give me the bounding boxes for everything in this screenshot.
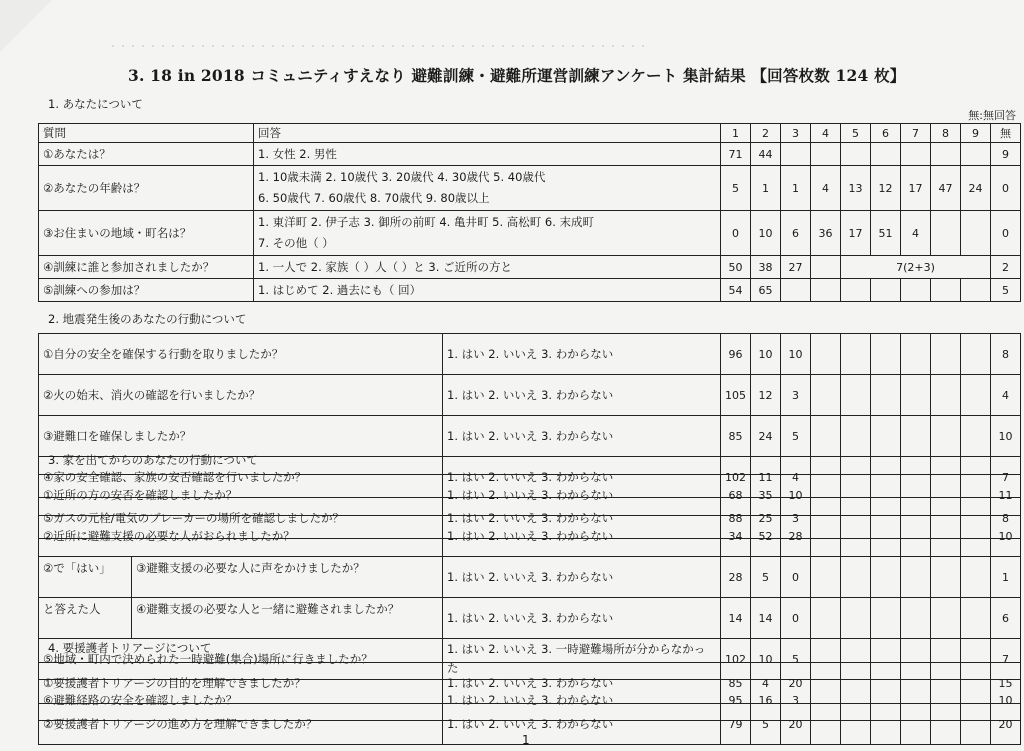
value-cell: 47 xyxy=(931,166,961,211)
value-cell: 7(2+3) xyxy=(841,256,991,279)
value-cell: 10 xyxy=(991,416,1021,457)
question-cell: ④家の安全確認、家族の安否確認を行いましたか？ xyxy=(39,457,443,498)
page-number: 1 xyxy=(522,733,530,747)
question-cell: ③避難口を確保しましたか？ xyxy=(39,416,443,457)
answer-cell: 1. はい 2. いいえ 3. わからない xyxy=(443,663,721,704)
value-cell: 10 xyxy=(751,211,781,256)
value-cell: 36 xyxy=(811,211,841,256)
header-col-3: 3 xyxy=(781,124,811,143)
value-cell: 4 xyxy=(901,211,931,256)
answer-cell xyxy=(254,166,721,211)
table-row xyxy=(39,211,1021,256)
answer-cell: 1. はい 2. いいえ 3. わからない xyxy=(443,334,721,375)
answer-line: 1. 10歳未満 2. 10歳代 3. 20歳代 4. 30歳代 5. 40歳代 xyxy=(258,170,546,184)
value-cell: 25 xyxy=(751,498,781,539)
value-cell xyxy=(841,598,871,639)
header-col-5: 5 xyxy=(841,124,871,143)
question-cell: ②要援護者トリアージの進め方を理解できましたか？ xyxy=(39,704,443,745)
answer-cell: 1. はい 2. いいえ 3. わからない xyxy=(443,475,721,516)
value-cell xyxy=(901,416,931,457)
value-cell xyxy=(931,375,961,416)
value-cell xyxy=(811,516,841,557)
value-cell xyxy=(811,475,841,516)
question-cell: ②あなたの年齢は？ xyxy=(39,166,254,211)
value-cell xyxy=(811,416,841,457)
value-cell: 11 xyxy=(751,457,781,498)
value-cell xyxy=(961,663,991,704)
section1-body xyxy=(39,124,1021,302)
value-cell: 14 xyxy=(751,598,781,639)
value-cell xyxy=(781,279,811,302)
value-cell: 0 xyxy=(781,557,811,598)
value-cell: 20 xyxy=(781,704,811,745)
value-cell xyxy=(841,143,871,166)
value-cell: 3 xyxy=(781,680,811,721)
value-cell xyxy=(931,557,961,598)
value-cell: 28 xyxy=(721,557,751,598)
value-cell xyxy=(841,663,871,704)
value-cell: 4 xyxy=(811,166,841,211)
value-cell: 8 xyxy=(991,334,1021,375)
value-cell: 52 xyxy=(751,516,781,557)
answer-cell: 1. はい 2. いいえ 3. わからない xyxy=(443,704,721,745)
value-cell: 79 xyxy=(721,704,751,745)
value-cell: 1 xyxy=(781,166,811,211)
header-col-1: 1 xyxy=(721,124,751,143)
value-cell: 5 xyxy=(991,279,1021,302)
value-cell xyxy=(931,516,961,557)
header-question: 質問 xyxy=(39,124,254,143)
value-cell xyxy=(871,279,901,302)
answer-cell: 1. はい 2. いいえ 3. 一時避難場所が分からなかった xyxy=(443,639,721,680)
value-cell xyxy=(961,143,991,166)
header-col-9: 9 xyxy=(961,124,991,143)
value-cell: 88 xyxy=(721,498,751,539)
value-cell: 10 xyxy=(991,680,1021,721)
answer-cell: 1. はい 2. いいえ 3. わからない xyxy=(443,457,721,498)
value-cell xyxy=(901,375,931,416)
value-cell xyxy=(811,143,841,166)
table-row xyxy=(39,375,1021,416)
value-cell: 85 xyxy=(721,416,751,457)
answer-cell: 1. はい 2. いいえ 3. わからない xyxy=(443,498,721,539)
value-cell: 7 xyxy=(991,457,1021,498)
answer-cell: 1. はい 2. いいえ 3. わからない xyxy=(443,680,721,721)
section4-heading: 4. 要援護者トリアージについて xyxy=(48,641,212,655)
value-cell: 5 xyxy=(781,639,811,680)
value-cell: 95 xyxy=(721,680,751,721)
header-answer: 回答 xyxy=(254,124,721,143)
question-text: ④避難支援の必要な人と一緒に避難されましたか？ xyxy=(136,602,400,616)
section1-heading: 1. あなたについて xyxy=(48,97,143,111)
header-col-4: 4 xyxy=(811,124,841,143)
page-title: 3. 18 in 2018 コミュニティすえなり 避難訓練・避難所運営訓練アンケート 集計結果 【回答枚数 124 枚】 xyxy=(128,66,906,85)
question-text: ③避難支援の必要な人に声をかけましたか？ xyxy=(136,561,365,575)
value-cell: 102 xyxy=(721,457,751,498)
table-row xyxy=(39,166,1021,211)
question-cell: ⑤地域・町内で決められた一時避難(集合)場所に行きましたか？ xyxy=(39,639,443,680)
value-cell: 4 xyxy=(751,663,781,704)
value-cell: 27 xyxy=(781,256,811,279)
value-cell: 5 xyxy=(751,704,781,745)
value-cell: 5 xyxy=(721,166,751,211)
value-cell: 14 xyxy=(721,598,751,639)
value-cell: 17 xyxy=(841,211,871,256)
value-cell: 0 xyxy=(721,211,751,256)
value-cell: 3 xyxy=(781,498,811,539)
value-cell: 35 xyxy=(751,475,781,516)
value-cell xyxy=(931,211,961,256)
value-cell: 68 xyxy=(721,475,751,516)
value-cell: 5 xyxy=(751,557,781,598)
value-cell xyxy=(901,475,931,516)
answer-line: 1. 一人で 2. 家族（ ）人（ ）と 3. ご近所の方と xyxy=(258,259,513,274)
value-cell xyxy=(961,704,991,745)
value-cell xyxy=(841,516,871,557)
question-cell xyxy=(39,598,443,639)
value-cell xyxy=(871,516,901,557)
answer-line: 7. その他（ ） xyxy=(258,236,334,250)
value-cell xyxy=(931,663,961,704)
question-cell: ②火の始末、消火の確認を行いましたか？ xyxy=(39,375,443,416)
value-cell: 38 xyxy=(751,256,781,279)
value-cell xyxy=(901,663,931,704)
table-row xyxy=(39,143,1021,166)
value-cell: 12 xyxy=(751,375,781,416)
value-cell: 2 xyxy=(991,256,1021,279)
folded-corner xyxy=(0,0,52,52)
value-cell xyxy=(961,475,991,516)
value-cell xyxy=(901,557,931,598)
value-cell: 65 xyxy=(751,279,781,302)
table-header-row xyxy=(39,124,1021,143)
answer-cell: 1. はい 2. いいえ 3. わからない xyxy=(443,375,721,416)
value-cell xyxy=(901,279,931,302)
table-row xyxy=(39,416,1021,457)
value-cell xyxy=(841,375,871,416)
value-cell xyxy=(811,279,841,302)
value-cell xyxy=(811,375,841,416)
value-cell xyxy=(961,557,991,598)
header-col-6: 6 xyxy=(871,124,901,143)
value-cell: 34 xyxy=(721,516,751,557)
value-cell: 24 xyxy=(961,166,991,211)
value-cell: 28 xyxy=(781,516,811,557)
value-cell xyxy=(811,557,841,598)
value-cell: 4 xyxy=(991,375,1021,416)
value-cell: 71 xyxy=(721,143,751,166)
value-cell xyxy=(931,143,961,166)
value-cell: 10 xyxy=(751,334,781,375)
value-cell xyxy=(811,334,841,375)
value-cell xyxy=(901,334,931,375)
value-cell xyxy=(871,416,901,457)
value-cell: 0 xyxy=(991,166,1021,211)
table-row xyxy=(39,256,1021,279)
answer-cell: 1. はい 2. いいえ 3. わからない xyxy=(443,516,721,557)
value-cell: 13 xyxy=(841,166,871,211)
value-cell xyxy=(961,375,991,416)
value-cell: 24 xyxy=(751,416,781,457)
answer-line: 1. はじめて 2. 過去にも（ 回） xyxy=(258,282,422,297)
header-col-none: 無 xyxy=(991,124,1021,143)
value-cell xyxy=(931,334,961,375)
value-cell xyxy=(931,704,961,745)
answer-line: 6. 50歳代 7. 60歳代 8. 70歳代 9. 80歳以上 xyxy=(258,191,490,205)
answer-cell: 1. はい 2. いいえ 3. わからない xyxy=(443,557,721,598)
value-cell: 51 xyxy=(871,211,901,256)
value-cell xyxy=(871,143,901,166)
value-cell: 12 xyxy=(871,166,901,211)
value-cell xyxy=(781,143,811,166)
table-row xyxy=(39,516,1021,557)
question-cell: ⑤訓練への参加は？ xyxy=(39,279,254,302)
value-cell: 6 xyxy=(781,211,811,256)
answer-cell xyxy=(254,279,721,302)
value-cell: 10 xyxy=(751,639,781,680)
value-cell xyxy=(901,143,931,166)
value-cell xyxy=(871,663,901,704)
value-cell: 15 xyxy=(991,663,1021,704)
value-cell xyxy=(871,334,901,375)
question-cell: ⑥避難経路の安全を確認しましたか？ xyxy=(39,680,443,721)
value-cell xyxy=(961,211,991,256)
bleed-through-text: ・・・・・・・・・・・・・・・・・・・・・・・・・・・・・・・・・・・・・・・・・・・・・・・・・・・・・・ xyxy=(108,42,648,53)
question-cell: ①近所の方の安否を確認しましたか？ xyxy=(39,475,443,516)
section2-heading: 2. 地震発生後のあなたの行動について xyxy=(48,312,247,326)
value-cell xyxy=(811,256,841,279)
value-cell xyxy=(841,416,871,457)
value-cell xyxy=(871,704,901,745)
question-cell: ①要援護者トリアージの目的を理解できましたか？ xyxy=(39,663,443,704)
table-row xyxy=(39,334,1021,375)
value-cell: 20 xyxy=(991,704,1021,745)
header-col-7: 7 xyxy=(901,124,931,143)
value-cell xyxy=(931,416,961,457)
value-cell: 0 xyxy=(781,598,811,639)
value-cell xyxy=(901,598,931,639)
value-cell xyxy=(931,598,961,639)
value-cell: 16 xyxy=(751,680,781,721)
table-row xyxy=(39,279,1021,302)
answer-line: 1. 東洋町 2. 伊子志 3. 御所の前町 4. 亀井町 5. 高松町 6. 末成町 xyxy=(258,215,595,229)
question-cell: ①あなたは？ xyxy=(39,143,254,166)
value-cell: 11 xyxy=(991,475,1021,516)
value-cell xyxy=(841,334,871,375)
value-cell xyxy=(961,279,991,302)
value-cell xyxy=(811,663,841,704)
value-cell xyxy=(811,704,841,745)
answer-line: 1. 女性 2. 男性 xyxy=(258,146,337,161)
value-cell xyxy=(961,416,991,457)
value-cell: 44 xyxy=(751,143,781,166)
value-cell: 3 xyxy=(781,375,811,416)
value-cell: 1 xyxy=(991,557,1021,598)
value-cell: 20 xyxy=(781,663,811,704)
value-cell: 17 xyxy=(901,166,931,211)
value-cell: 54 xyxy=(721,279,751,302)
header-col-8: 8 xyxy=(931,124,961,143)
section3-heading: 3. 家を出てからのあなたの行動について xyxy=(48,453,258,467)
value-cell xyxy=(871,475,901,516)
value-cell xyxy=(931,279,961,302)
answer-cell: 1. はい 2. いいえ 3. わからない xyxy=(443,416,721,457)
value-cell xyxy=(961,598,991,639)
value-cell xyxy=(811,598,841,639)
value-cell xyxy=(901,516,931,557)
question-cell: ③お住まいの地域・町名は？ xyxy=(39,211,254,256)
value-cell: 85 xyxy=(721,663,751,704)
value-cell xyxy=(841,475,871,516)
value-cell: 1 xyxy=(751,166,781,211)
value-cell xyxy=(931,475,961,516)
table-row xyxy=(39,663,1021,704)
value-cell xyxy=(871,598,901,639)
value-cell: 8 xyxy=(991,498,1021,539)
value-cell: 10 xyxy=(781,334,811,375)
table-row xyxy=(39,475,1021,516)
value-cell: 0 xyxy=(991,211,1021,256)
value-cell xyxy=(841,279,871,302)
value-cell: 7 xyxy=(991,639,1021,680)
value-cell: 105 xyxy=(721,375,751,416)
table-row xyxy=(39,557,1021,598)
value-cell: 10 xyxy=(991,516,1021,557)
answer-cell xyxy=(254,211,721,256)
value-cell xyxy=(871,557,901,598)
answer-cell xyxy=(254,143,721,166)
table-row xyxy=(39,598,1021,639)
value-cell: 102 xyxy=(721,639,751,680)
value-cell xyxy=(961,516,991,557)
value-cell: 5 xyxy=(781,416,811,457)
group-label: と答えた人 xyxy=(39,598,132,638)
value-cell: 50 xyxy=(721,256,751,279)
value-cell: 96 xyxy=(721,334,751,375)
value-cell: 6 xyxy=(991,598,1021,639)
question-cell xyxy=(39,557,443,598)
value-cell xyxy=(961,334,991,375)
group-label: ②で「はい」 xyxy=(39,557,132,597)
value-cell xyxy=(841,704,871,745)
value-cell xyxy=(871,375,901,416)
header-col-2: 2 xyxy=(751,124,781,143)
no-answer-note: 無:無回答 xyxy=(968,109,1016,122)
section1-table xyxy=(38,123,1021,302)
question-cell: ⑤ガスの元栓/電気のブレーカーの場所を確認しましたか？ xyxy=(39,498,443,539)
answer-cell xyxy=(254,256,721,279)
value-cell: 9 xyxy=(991,143,1021,166)
question-cell: ④訓練に誰と参加されましたか？ xyxy=(39,256,254,279)
question-cell: ②近所に避難支援の必要な人がおられましたか？ xyxy=(39,516,443,557)
value-cell xyxy=(841,557,871,598)
answer-cell: 1. はい 2. いいえ 3. わからない xyxy=(443,598,721,639)
value-cell: 10 xyxy=(781,475,811,516)
question-cell: ①自分の安全を確保する行動を取りましたか？ xyxy=(39,334,443,375)
value-cell xyxy=(901,704,931,745)
value-cell: 4 xyxy=(781,457,811,498)
